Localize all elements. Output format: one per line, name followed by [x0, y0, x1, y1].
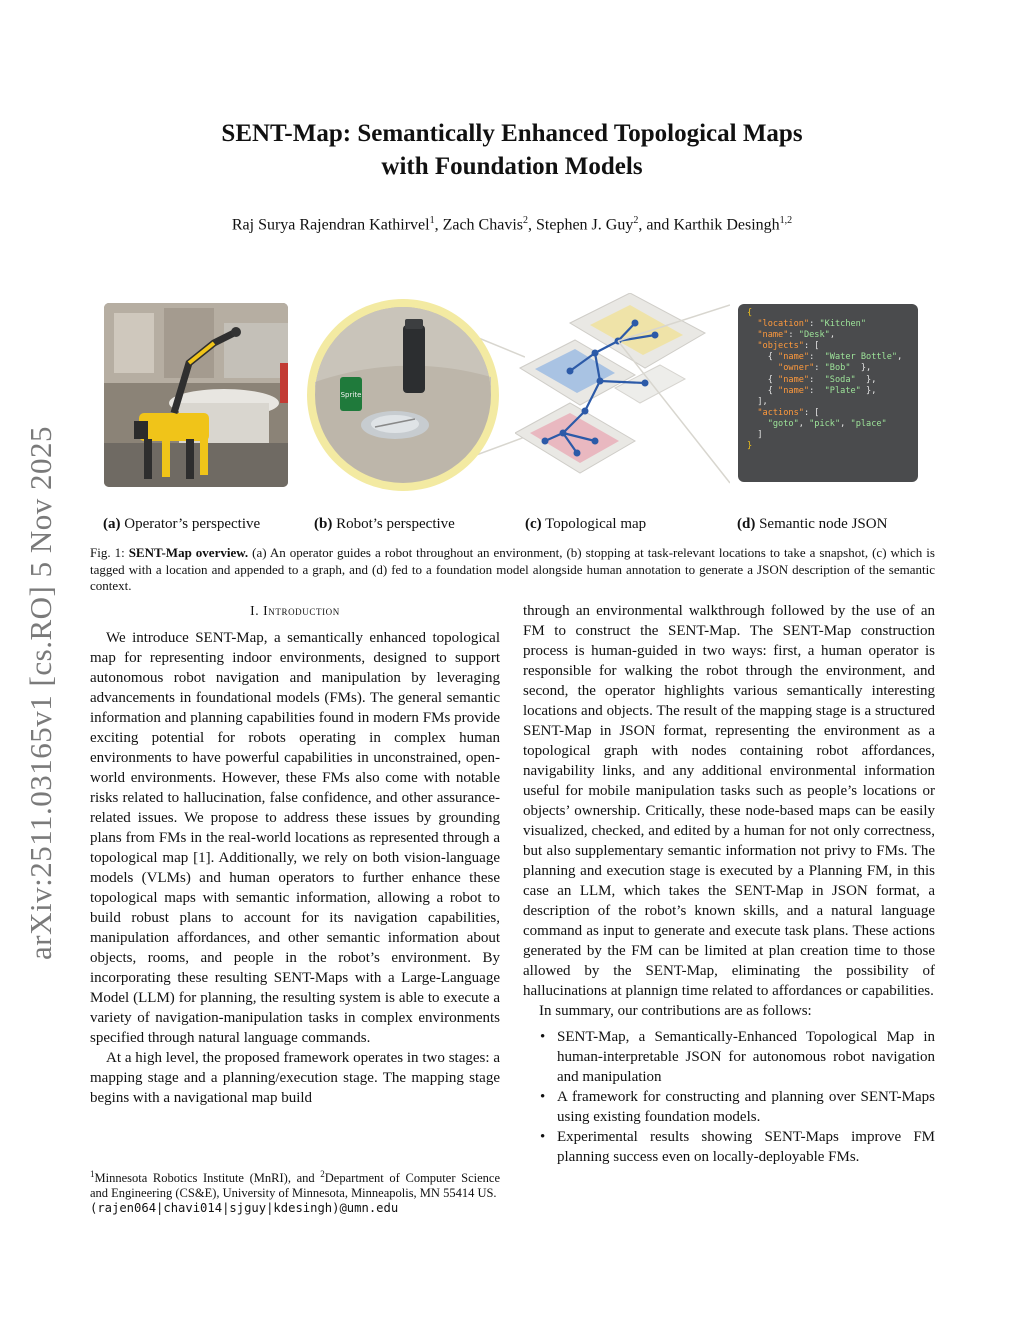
list-item: [540, 1027, 935, 1087]
list-item-text: SENT-Map, a Semantically-Enhanced Topological Map in human-interpretable JSON for autonomous robot navigation and manipulation: [557, 1029, 935, 1085]
subcaption-text: Semantic node JSON: [755, 516, 888, 532]
summary-intro: In summary, our contributions are as follows:: [539, 1003, 812, 1019]
subcaption-d: [737, 516, 887, 533]
subcaption-label: (a): [103, 516, 121, 532]
operator-perspective-photo: [104, 303, 288, 487]
footnote-text: Department of Computer Science and Engineering (CS&E), University of Minnesota, Minneapolis, MN 55414 US.: [90, 1171, 500, 1201]
author-separator: , and: [638, 216, 674, 234]
caption-text: (a) An operator guides a robot throughout an environment, (b) stopping at task-relevant locations to take a snapshot, (c) which is tagged with a location and appended to a graph, and (d) fed to a foundation model alongside human annotation to generate a JSON description of the semantic context.: [90, 545, 935, 593]
author-emails: (rajen064|chavi014|sjguy|kdesingh)@umn.edu: [90, 1201, 399, 1216]
subcaption-label: (b): [314, 516, 333, 532]
bullet-icon: •: [540, 1029, 546, 1045]
section-heading: I. Introduction: [250, 603, 340, 618]
body-paragraph: We introduce SENT-Map, a semantically enhanced topological map for representing indoor environments, designed to support autonomous robot navigation and manipulation by leveraging advancements in foundational models (FMs). The general semantic information and planning capabilities found in modern FMs provide exciting potential for robots operating in complex human environments to have powerful capabilities in unconstrained, open-world environments. However, these FMs also come with notable risks related to hallucination, false confidence, and other assurance-related issues. We propose to address these issues by grounding plans from FMs in the real-world locations as represented through a topological map [1]. Additionally, we rely on both vision-language models (VLMs) and human operators to further enhance these topological maps with semantic information, allowing a robot to build robust plans to account for its navigation capabilities, manipulation affordances, and other semantic information about objects, rooms, and people in the robot’s environment. By incorporating these resulting SENT-Maps with a Large-Language Model (LLM) for planning, the resulting system is able to execute a variety of navigation-manipulation tasks in complex environments specified through natural language commands.: [90, 630, 500, 1046]
author-affiliation: 2: [523, 215, 528, 226]
author-affiliation: 1: [429, 215, 435, 226]
operator-scene-illustration: [104, 303, 288, 487]
paper-title: [112, 117, 912, 183]
author-affiliation: 1,2: [779, 215, 793, 226]
left-column: [90, 628, 500, 1108]
author-list: [112, 210, 912, 236]
footnote-marker: 1: [90, 1169, 95, 1179]
list-item-text: A framework for constructing and planning over SENT-Maps using existing foundation models.: [557, 1089, 935, 1125]
topological-graph-illustration: [515, 293, 730, 493]
caption-prefix: Fig. 1:: [90, 545, 129, 560]
subcaption-label: (c): [525, 516, 542, 532]
caption-bold: SENT-Map overview.: [128, 545, 249, 560]
list-item: [540, 1087, 935, 1127]
robot-perspective-photo: [295, 297, 525, 497]
subcaption-text: Topological map: [541, 516, 647, 532]
list-item: [540, 1127, 935, 1167]
subcaption-b: [314, 516, 455, 533]
footnote-text: Minnesota Robotics Institute (MnRI), and: [94, 1171, 321, 1186]
author-name: Raj Surya Rajendran Kathirvel: [231, 216, 430, 234]
subcaption-c: [525, 516, 646, 533]
body-paragraph: through an environmental walkthrough followed by the use of an FM to construct the SENT-Map. The SENT-Map construction process is human-guided in two ways: first, a human operator is responsible for walking the robot through the environment, and second, the operator highlights various semantically interesting locations and objects. The result of the mapping stage is a structured SENT-Map in JSON format, representing the environment as a topological graph with nodes containing robot affordances, navigability links, and any additional environmental information useful for mobile manipulation tasks such as people’s locations or objects’ ownership. Critically, these node-based maps can be easily visualized, checked, and edited by a human for not only correctness, but also supplementary semantic information not privy to FMs. The planning and execution stage is executed by a Planning FM, in this case an LLM, which takes the SENT-Map in JSON format, a description of the robot’s known skills, and a natural language command as input to generate and execute task plans. These actions generated by the FM can be limited at plan creation time to those allowed by the SENT-Map, eliminating the possibility of hallucinations at plannign time related to affordances or capabilities.: [523, 603, 935, 999]
author-name: Zach Chavis: [442, 216, 523, 234]
soda-can-label: Sprite: [340, 391, 362, 399]
topological-map-graphic: [515, 293, 730, 493]
robot-view-illustration: [295, 297, 525, 497]
author-affiliation: 2: [633, 215, 639, 226]
figure-caption: [90, 545, 935, 595]
contributions-list: [523, 1027, 935, 1167]
footnote-marker: 2: [320, 1169, 325, 1179]
right-column: [523, 601, 935, 1167]
arxiv-stamp: arXiv:2511.03165v1 [cs.RO] 5 Nov 2025: [23, 426, 58, 960]
bullet-icon: •: [540, 1129, 546, 1145]
json-code-block: { "location": "Kitchen" "name": "Desk", "objects": [ { "name": "Water Bottle", "owner": "Bob" }, { "name": "Soda" }, { "name": "Plate" }, ], "actions": [ "goto", "pick", "place" ] }: [747, 308, 903, 452]
subcaption-a: [103, 516, 260, 533]
author-name: Stephen J. Guy: [536, 216, 634, 234]
bullet-icon: •: [540, 1089, 546, 1105]
title-line-1: SENT-Map: Semantically Enhanced Topological Maps: [221, 120, 803, 147]
subcaption-text: Robot’s perspective: [332, 516, 455, 532]
body-paragraph: At a high level, the proposed framework operates in two stages: a mapping stage and a planning/execution stage. The mapping stage begins with a navigational map build: [90, 1050, 500, 1106]
list-item-text: Experimental results showing SENT-Maps improve FM planning success even on locally-deployable FMs.: [557, 1129, 935, 1165]
subcaption-label: (d): [737, 516, 756, 532]
author-separator: ,: [434, 216, 443, 234]
author-name: Karthik Desingh: [673, 216, 780, 234]
author-separator: ,: [528, 216, 536, 234]
title-line-2: with Foundation Models: [381, 153, 643, 180]
subcaption-text: Operator’s perspective: [120, 516, 261, 532]
affiliation-footnote: [90, 1167, 500, 1216]
semantic-node-json-panel: [738, 304, 918, 482]
